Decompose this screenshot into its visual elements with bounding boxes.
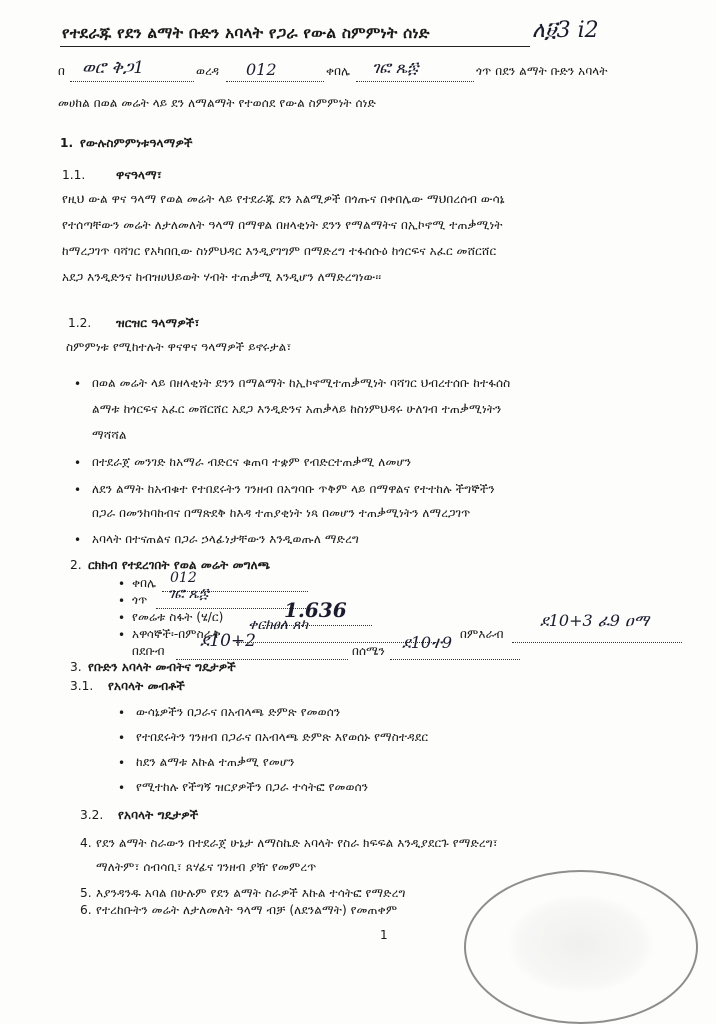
- section3-2-number: 3.2.: [80, 808, 104, 822]
- bullet-dot: •: [118, 594, 126, 608]
- intro-prefix: በ: [58, 64, 65, 78]
- bullet-dot: •: [118, 756, 126, 770]
- intro-line1-rest: ጎጥ በደን ልማት ቡድን አባላት: [476, 64, 608, 78]
- section3-1-number: 3.1.: [70, 679, 94, 693]
- bullet-dot: •: [74, 377, 82, 391]
- field-label: በደቡብ: [132, 644, 165, 658]
- official-stamp: [464, 870, 698, 1024]
- section1-2-heading: ዝርዝር ዓላማዎች፣: [116, 316, 200, 330]
- section1-2-number: 1.2.: [68, 316, 92, 330]
- item-number: 5.: [80, 886, 92, 900]
- section1-2-intro: ስምምነቱ የሚከተሉት ዋናዋና ዓላማዎች ይኖሩታል፣: [66, 340, 292, 354]
- bullet-line: ውሳኔዎችን በጋራና በአብላጫ ድምጽ የመወሰን: [136, 705, 341, 719]
- field-handwritten: ቀርክፀለ ጸካ: [248, 617, 309, 633]
- zone-blank: [70, 80, 194, 82]
- section3-2-heading: የአባላት ግዴታዎች: [118, 808, 199, 822]
- section2-number: 2.: [70, 558, 82, 572]
- title-handwritten-number: ለ፱3 ⅰ2: [532, 18, 599, 43]
- bullet-line: ከደን ልማቱ እኩል ተጠቃሚ የመሆን: [136, 755, 295, 769]
- bullet-line: የተበደሩትን ገንዘብ በጋራና በአብላጫ ድምጽ እየወሰኑ የማስተዳደር: [136, 730, 429, 744]
- bullet-dot: •: [118, 781, 126, 795]
- bullet-line: በወል መሬት ላይ በዘላቂነት ደንን በማልማት ከኢኮኖሚተጠቃሚነት ባሻገር ህብረተሰቡ ከተፋሰስ: [92, 376, 511, 390]
- section3-1-heading: የአባላት መብቶች: [108, 679, 185, 693]
- section2-heading: ርክክብ የተደረገበት የወል መሬት መግለጫ: [88, 558, 271, 572]
- page-number: 1: [380, 928, 388, 942]
- bullet-line: ማሻሻል: [92, 428, 127, 442]
- woreda-blank: [226, 80, 324, 82]
- intro-line2: መሀከል በወል መሬት ላይ ደን ለማልማት የተወሰደ የውል ስምምነት ሰነድ: [58, 96, 376, 110]
- document-title: የተደራጁ የደን ልማት ቡድን አባላት የጋራ የውል ስምምነት ሰነድ: [62, 24, 430, 42]
- field-handwritten: ገፎ ጼ፷: [168, 586, 209, 602]
- kebele-blank: [356, 80, 474, 82]
- field-extra-label: በምእራብ: [460, 627, 504, 641]
- item-number: 4.: [80, 836, 92, 850]
- paragraph-line: ከማረጋገጥ ባሻገር የአካበቢው ስነምህዳር እንዲያገግም በማድረግ ተፋሰሱዕ ከጎርፍና አፈር መሸርሸር: [62, 244, 497, 258]
- bullet-dot: •: [118, 731, 126, 745]
- bullet-dot: •: [74, 456, 82, 470]
- bullet-line: በጋራ በመንከባከብና በማጽደቅ ከእዳ ተጠያቂነት ነጻ በመሆን ተጠቃሚነትን ለማረጋገጥ: [92, 506, 471, 520]
- field-label: ጎጥ: [132, 593, 148, 607]
- zone-handwritten: ወሮ ቅጋ1: [82, 58, 145, 78]
- bullet-line: ለደን ልማት ከአብቁተ የተበደሩትን ገንዘብ በአግባቡ ጥቅም ላይ በማዋልና የተተከሉ ችግኞችን: [92, 482, 495, 496]
- woreda-label: ወረዳ: [196, 64, 220, 78]
- item-line: የደን ልማት ስራውን በተደራጀ ሁኔታ ለማስኬድ አባላት የስራ ክፍፍል እንዲያደርጉ የማድረግ፣: [96, 836, 498, 850]
- bullet-line: የሚተከሉ የችግኝ ዝርያዎችን በጋራ ተሳትፎ የመወሰን: [136, 780, 369, 794]
- section3-number: 3.: [70, 660, 82, 674]
- field-blank: [390, 658, 520, 660]
- kebele-handwritten: ገፎ ጼ፷: [372, 58, 419, 77]
- section1-1-heading: ዋናዓላማ፣: [116, 168, 162, 182]
- bullet-dot: •: [74, 533, 82, 547]
- paragraph-line: አደጋ እንዲድንና ከብዝሀህይወት ሃብት ተጠቃሚ እንዲሆን ለማድረግነው፡፡: [62, 270, 382, 284]
- field-label: ቀበሌ: [132, 576, 157, 590]
- field-label: አዋሳኞች፡-በምስራቅ: [132, 627, 221, 641]
- field-handwritten: 012: [170, 570, 197, 586]
- bullet-dot: •: [118, 577, 126, 591]
- field-blank: [512, 641, 682, 643]
- bullet-line: በተደራጀ መንገድ ከአማራ ብድርና ቁጠባ ተቋም የብድርተጠቃሚ ለመሆን: [92, 455, 412, 469]
- item-number: 6.: [80, 903, 92, 917]
- field-label: የመሬቱ ስፋት (ሄ/ር): [132, 610, 224, 624]
- item-line: ማለትም፣ ሰብሳቢ፣ ጸሃፊና ገንዘብ ያዥ የመምረጥ: [96, 860, 317, 874]
- bullet-dot: •: [118, 706, 126, 720]
- field-handwritten: 1.636: [284, 598, 347, 622]
- section1-1-number: 1.1.: [62, 168, 86, 182]
- field-handwritten: ደ10+3 ፈ9 ዐማ: [540, 611, 650, 630]
- item-line: እያንዳንዱ አባል በሁሉም የደን ልማት ስራዎች እኩል ተሳትፎ የማድረግ: [96, 886, 406, 900]
- bullet-dot: •: [118, 628, 126, 642]
- field-extra-label: በሰሜን: [352, 644, 385, 658]
- paragraph-line: የዚህ ውል ዋና ዓላማ የወል መሬት ላይ የተደራጁ ደን አልሚዎች በጎጡና በቀበሌው ማህበረሰብ ውሳኔ: [62, 192, 505, 206]
- bullet-dot: •: [74, 483, 82, 497]
- stamp-seal-icon: [506, 894, 656, 994]
- section3-heading: የቡድን አባላት መብትና ግዴታዎች: [88, 660, 236, 674]
- woreda-handwritten: 012: [246, 60, 277, 79]
- field-handwritten: ደ10ተ9: [402, 633, 453, 652]
- bullet-dot: •: [118, 611, 126, 625]
- field-handwritten: ደ10+2: [200, 631, 256, 651]
- kebele-label: ቀበሌ: [326, 64, 351, 78]
- bullet-line: ልማቱ ከጎርፍና አፈር መሸርሸር አደጋ እንዲድንና አጠቃላይ ከስነምህዳሩ ሁለገብ ተጠቃሚነትን: [92, 402, 502, 416]
- bullet-line: አባላት በተናጠልና በጋራ ኃላፊነታቸውን እንዲወጡለ ማድረግ: [92, 532, 359, 546]
- item-line: የተረከቡትን መሬት ለታለመለት ዓላማ ብቻ (ለደንልማት) የመጠቀም: [96, 903, 398, 917]
- paragraph-line: የተሰጣቸውን መሬት ለታለመለት ዓላማ በማዋል በዘላቂነት ደንን የማልማትና በኢኮኖሚ ተጠቃሚነት: [62, 218, 503, 232]
- title-underline: [60, 46, 530, 47]
- section1-heading: የውሉስምምነቱዓላማዎች: [80, 136, 193, 150]
- section1-number: 1.: [60, 136, 74, 150]
